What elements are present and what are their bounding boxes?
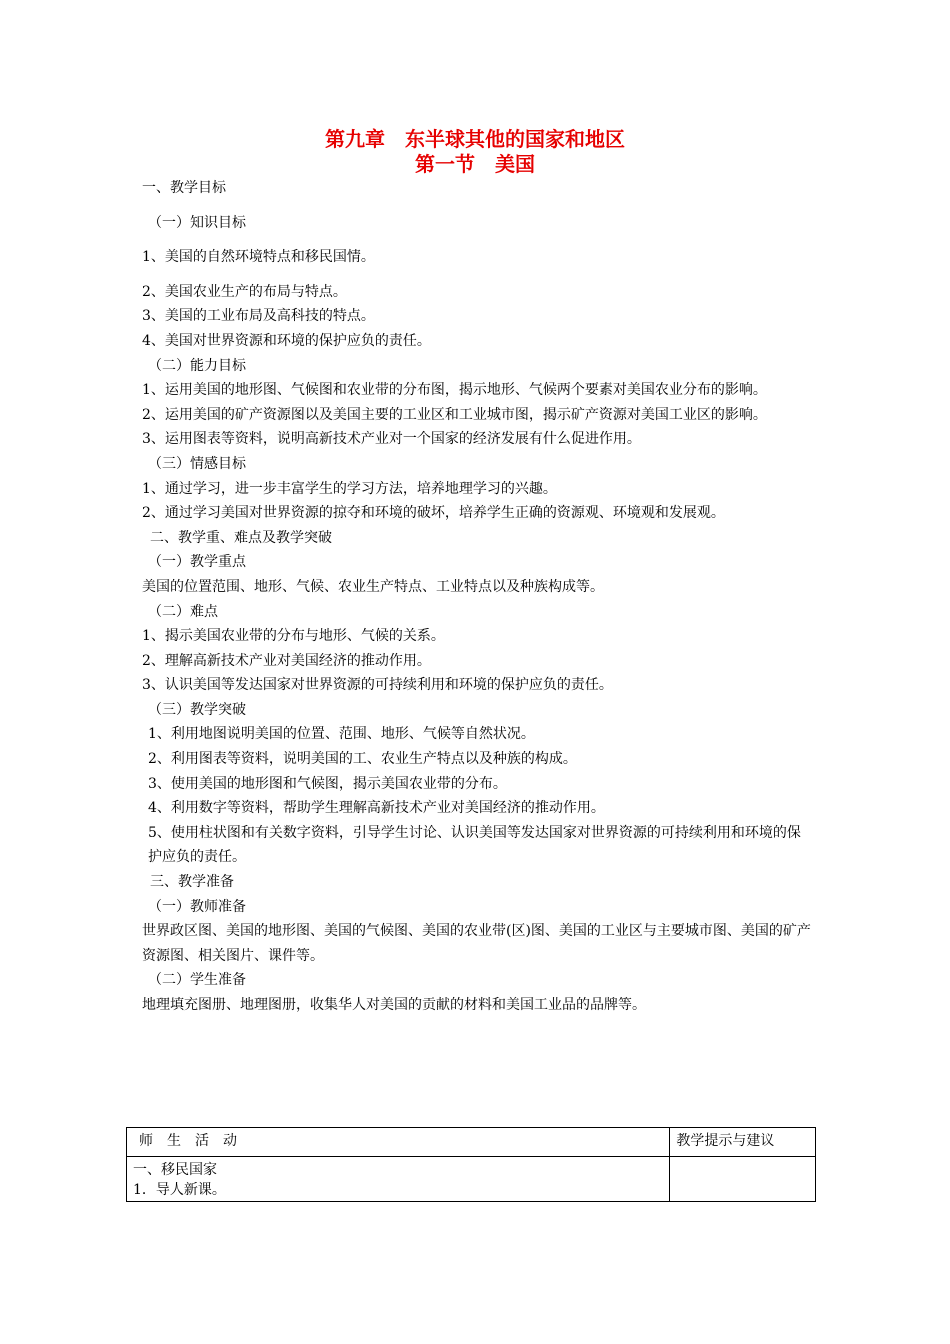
subheading: （三）教学突破 <box>148 701 246 718</box>
subheading: （三）情感目标 <box>148 455 246 472</box>
heading-3: 三、教学准备 <box>150 874 234 891</box>
paragraph: 3、运用图表等资料，说明高新技术产业对一个国家的经济发展有什么促进作用。 <box>142 431 641 448</box>
paragraph: 2、通过学习美国对世界资源的掠夺和环境的破坏，培养学生正确的资源观、环境观和发展观。 <box>142 505 725 522</box>
heading-1: 一、教学目标 <box>142 180 226 196</box>
subheading: （一）教师准备 <box>148 898 246 915</box>
table-cell <box>670 1157 816 1202</box>
paragraph: 4、利用数字等资料，帮助学生理解高新技术产业对美国经济的推动作用。 <box>148 800 605 817</box>
paragraph: 5、使用柱状图和有关数字资料，引导学生讨论、认识美国等发达国家对世界资源的可持续利用和环境的保护应负的责任。 <box>148 824 801 866</box>
chapter-title: 第九章 东半球其他的国家和地区 <box>325 127 625 151</box>
paragraph: 3、认识美国等发达国家对世界资源的可持续利用和环境的保护应负的责任。 <box>142 677 613 694</box>
paragraph: 3、美国的工业布局及高科技的特点。 <box>142 308 375 325</box>
table-header-activities: 师 生 活 动 <box>127 1128 670 1157</box>
table-cell-line: 一、移民国家 <box>133 1162 217 1178</box>
section-title: 第一节 美国 <box>415 152 535 176</box>
paragraph: 3、使用美国的地形图和气候图，揭示美国农业带的分布。 <box>148 775 507 792</box>
heading-2: 二、教学重、难点及教学突破 <box>150 529 332 546</box>
document-body <box>142 176 812 1018</box>
table-row <box>127 1157 816 1202</box>
paragraph: 美国的位置范围、地形、气候、农业生产特点、工业特点以及种族构成等。 <box>142 578 604 595</box>
subheading: （一）知识目标 <box>148 214 246 231</box>
paragraph: 1、美国的自然环境特点和移民国情。 <box>142 249 375 266</box>
table-header-tips: 教学提示与建议 <box>670 1128 816 1157</box>
paragraph: 1、揭示美国农业带的分布与地形、气候的关系。 <box>142 628 445 645</box>
table-header-row <box>127 1128 816 1157</box>
lesson-table <box>126 1127 816 1202</box>
subheading: （二）难点 <box>148 603 218 620</box>
paragraph: 1、利用地图说明美国的位置、范围、地形、气候等自然状况。 <box>148 726 535 743</box>
paragraph: 2、美国农业生产的布局与特点。 <box>142 283 347 300</box>
paragraph: 1、通过学习，进一步丰富学生的学习方法，培养地理学习的兴趣。 <box>142 480 557 497</box>
table-cell-line: 1．导人新课。 <box>133 1182 226 1198</box>
subheading: （二）能力目标 <box>148 357 246 374</box>
paragraph: 2、理解高新技术产业对美国经济的推动作用。 <box>142 652 431 669</box>
paragraph: 2、运用美国的矿产资源图以及美国主要的工业区和工业城市图，揭示矿产资源对美国工业区的影响。 <box>142 406 767 423</box>
paragraph: 1、运用美国的地形图、气候图和农业带的分布图，揭示地形、气候两个要素对美国农业分布的影响。 <box>142 382 767 399</box>
table-cell <box>127 1157 670 1202</box>
paragraph: 地理填充图册、地理图册，收集华人对美国的贡献的材料和美国工业品的品牌等。 <box>142 997 646 1013</box>
paragraph: 世界政区图、美国的地形图、美国的气候图、美国的农业带(区)图、美国的工业区与主要城市图、美国的矿产资源图、相关图片、课件等。 <box>142 923 811 964</box>
subheading: （二）学生准备 <box>148 972 246 989</box>
paragraph: 2、利用图表等资料，说明美国的工、农业生产特点以及种族的构成。 <box>148 751 577 768</box>
subheading: （一）教学重点 <box>148 554 246 571</box>
paragraph: 4、美国对世界资源和环境的保护应负的责任。 <box>142 332 431 349</box>
